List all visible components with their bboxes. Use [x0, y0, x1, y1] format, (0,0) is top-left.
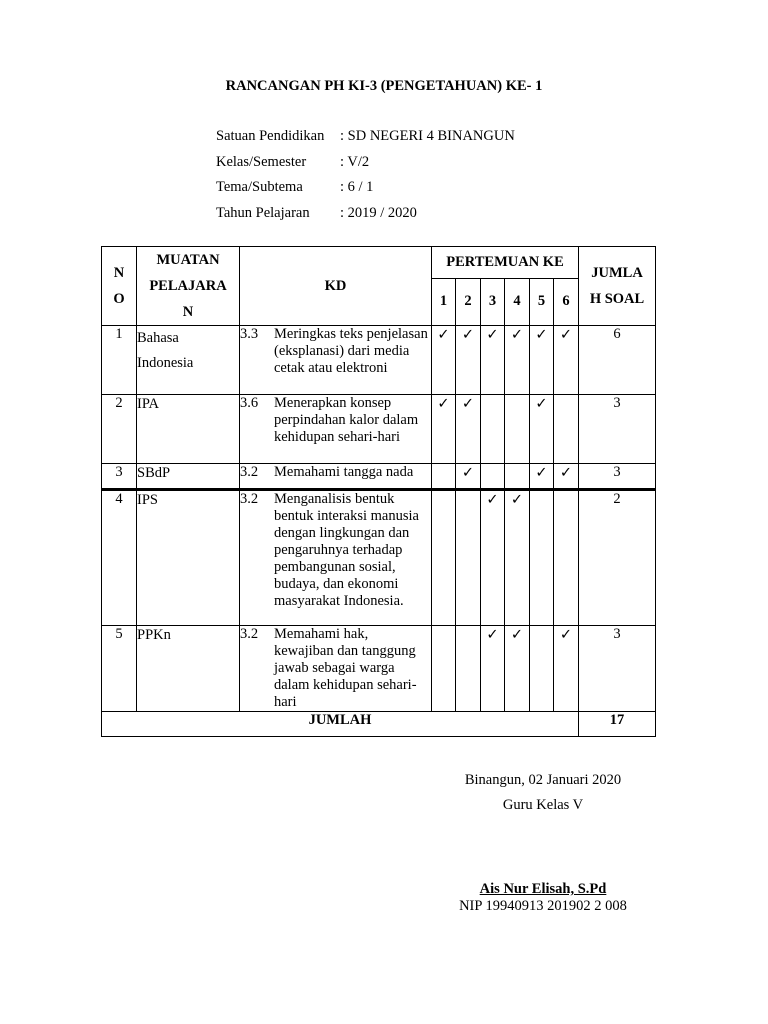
row-jumlah: 3: [579, 395, 656, 464]
row-jumlah: 3: [579, 464, 656, 490]
signature-name: Ais Nur Elisah, S.Pd: [479, 881, 607, 897]
total-label: JUMLAH: [102, 712, 579, 737]
pertemuan-cell: [530, 626, 554, 712]
row-number: 2: [102, 395, 137, 464]
kd-number: 3.6: [240, 395, 259, 411]
pertemuan-cell: [530, 395, 554, 464]
table-row: [102, 326, 656, 395]
pertemuan-cell: [456, 395, 481, 464]
kd-text: Meringkas teks penjelasan (eksplanasi) dari media cetak atau elektroni: [274, 326, 428, 376]
header-jumlah-soal: [579, 247, 656, 326]
check-icon: ✓: [559, 465, 573, 481]
check-icon: ✓: [486, 492, 499, 508]
table-row: [102, 626, 656, 712]
row-kd: [240, 395, 432, 464]
pertemuan-cell: [505, 464, 530, 490]
pertemuan-cell: [554, 464, 579, 490]
pertemuan-cell: [481, 626, 505, 712]
check-icon: ✓: [535, 396, 548, 412]
check-icon: ✓: [559, 327, 573, 343]
pertemuan-cell: [554, 490, 579, 626]
row-kd: [240, 490, 432, 626]
meta-value: : V/2: [340, 153, 370, 170]
kd-number: 3.2: [240, 491, 259, 507]
kd-number: 3.2: [240, 626, 259, 642]
pertemuan-cell: [456, 626, 481, 712]
meta-value: : 6 / 1: [340, 179, 374, 195]
pertemuan-cell: [505, 326, 530, 395]
meta-label: Kelas/Semester: [216, 153, 307, 170]
meta-row: [216, 126, 515, 152]
assessment-table: [101, 246, 656, 737]
header-jumlah-line: H SOAL: [589, 291, 645, 307]
check-icon: ✓: [510, 627, 524, 643]
signature-nip: NIP 19940913 201902 2 008: [459, 898, 627, 914]
table-header-row: [102, 247, 656, 279]
meta-value: : SD NEGERI 4 BINANGUN: [340, 128, 515, 144]
pertemuan-cell: [554, 326, 579, 395]
header-muatan-line: N: [182, 304, 194, 320]
pertemuan-cell: [432, 395, 456, 464]
pertemuan-cell: [432, 464, 456, 490]
table-row: [102, 490, 656, 626]
header-muatan: [137, 247, 240, 326]
pertemuan-cell: [481, 464, 505, 490]
pertemuan-cell: [481, 395, 505, 464]
pertemuan-cell: [481, 490, 505, 626]
kd-number: 3.3: [240, 326, 259, 342]
header-pertemuan-number: 1: [432, 278, 456, 325]
pertemuan-cell: [456, 326, 481, 395]
header-pertemuan: PERTEMUAN KE: [432, 247, 579, 279]
kd-text: Menerapkan konsep perpindahan kalor dalam kehidupan sehari-hari: [274, 395, 419, 445]
check-icon: ✓: [437, 396, 450, 412]
header-jumlah-line: JUMLA: [591, 265, 643, 281]
check-icon: ✓: [437, 327, 450, 343]
row-muatan: [137, 326, 240, 395]
header-pertemuan-number: 4: [505, 278, 530, 325]
signature-role: Guru Kelas V: [502, 797, 584, 813]
pertemuan-cell: [505, 395, 530, 464]
row-number: 1: [102, 326, 137, 395]
row-number: 3: [102, 464, 137, 490]
pertemuan-cell: [530, 326, 554, 395]
header-muatan-line: MUATAN: [156, 252, 220, 268]
table-total-row: [102, 712, 656, 737]
pertemuan-cell: [432, 626, 456, 712]
pertemuan-cell: [505, 626, 530, 712]
check-icon: ✓: [461, 465, 475, 481]
pertemuan-cell: [456, 464, 481, 490]
pertemuan-cell: [530, 490, 554, 626]
header-muatan-line: PELAJARA: [149, 278, 227, 294]
header-pertemuan-number: 3: [481, 278, 505, 325]
total-value: 17: [579, 712, 656, 737]
header-no-line: O: [113, 291, 125, 307]
check-icon: ✓: [510, 492, 524, 508]
row-muatan: PPKn: [137, 626, 240, 712]
meta-value: : 2019 / 2020: [340, 204, 417, 221]
row-muatan-line: Indonesia: [137, 355, 194, 371]
kd-number: 3.2: [240, 464, 259, 480]
table-row: [102, 464, 656, 490]
row-muatan-line: Bahasa: [137, 330, 179, 346]
meta-row: [216, 203, 515, 229]
signature-place-date: Binangun, 02 Januari 2020: [464, 772, 622, 788]
check-icon: ✓: [559, 627, 573, 643]
row-muatan: IPS: [137, 490, 240, 626]
row-kd: [240, 464, 432, 490]
row-muatan: SBdP: [137, 464, 240, 490]
document-title: RANCANGAN PH KI-3 (PENGETAHUAN) KE- 1: [225, 78, 543, 94]
header-pertemuan-number: 6: [554, 278, 579, 325]
meta-row: [216, 152, 515, 178]
meta-label: Tahun Pelajaran: [216, 204, 310, 221]
header-pertemuan-number: 2: [456, 278, 481, 325]
meta-label: Tema/Subtema: [216, 179, 303, 195]
check-icon: ✓: [535, 465, 548, 481]
header-no-line: N: [113, 265, 125, 281]
row-kd: [240, 626, 432, 712]
pertemuan-cell: [456, 490, 481, 626]
pertemuan-cell: [505, 490, 530, 626]
row-number: 4: [102, 490, 137, 626]
kd-text: Memahami tangga nada: [274, 464, 414, 480]
pertemuan-cell: [432, 326, 456, 395]
check-icon: ✓: [510, 327, 524, 343]
pertemuan-cell: [481, 326, 505, 395]
row-jumlah: 2: [579, 490, 656, 626]
table-row: [102, 395, 656, 464]
row-kd: [240, 326, 432, 395]
kd-text: Memahami hak, kewajiban dan tanggung jawab sebagai warga dalam kehidupan sehari-hari: [274, 626, 417, 710]
row-muatan: IPA: [137, 395, 240, 464]
header-kd: KD: [240, 247, 432, 326]
check-icon: ✓: [461, 396, 475, 412]
row-jumlah: 3: [579, 626, 656, 712]
row-jumlah: 6: [579, 326, 656, 395]
row-number: 5: [102, 626, 137, 712]
check-icon: ✓: [486, 327, 499, 343]
pertemuan-cell: [432, 490, 456, 626]
check-icon: ✓: [461, 327, 475, 343]
header-pertemuan-number: 5: [530, 278, 554, 325]
check-icon: ✓: [535, 327, 548, 343]
pertemuan-cell: [554, 395, 579, 464]
meta-row: [216, 177, 515, 203]
kd-text: Menganalisis bentuk bentuk interaksi manusia dengan lingkungan dan pengaruhnya terhadap pembangunan sosial, budaya, dan ekonomi masyarakat Indonesia.: [274, 491, 419, 609]
meta-label: Satuan Pendidikan: [216, 128, 325, 144]
check-icon: ✓: [486, 627, 499, 643]
document-meta: [216, 126, 515, 228]
pertemuan-cell: [554, 626, 579, 712]
pertemuan-cell: [530, 464, 554, 490]
header-no: [102, 247, 137, 326]
